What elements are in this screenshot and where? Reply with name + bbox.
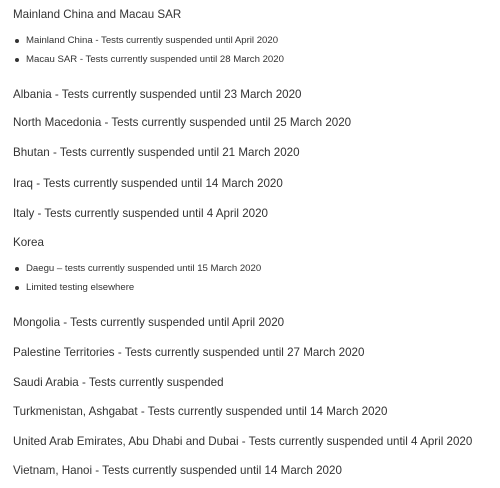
- bullet-icon: [15, 286, 19, 290]
- section-heading-vietnam: Vietnam, Hanoi - Tests currently suspended until 14 March 2020: [13, 464, 342, 477]
- section-heading-uae: United Arab Emirates, Abu Dhabi and Dubai - Tests currently suspended until 4 April 2020: [13, 435, 473, 448]
- section-heading-north-macedonia: North Macedonia - Tests currently suspended until 25 March 2020: [13, 116, 352, 129]
- list-item-label: Limited testing elsewhere: [26, 282, 135, 293]
- section-heading-turkmenistan: Turkmenistan, Ashgabat - Tests currently suspended until 14 March 2020: [13, 405, 388, 418]
- section-heading-saudi-arabia: Saudi Arabia - Tests currently suspended: [13, 376, 224, 389]
- section-heading-bhutan: Bhutan - Tests currently suspended until 21 March 2020: [13, 146, 300, 159]
- bullet-icon: [15, 39, 19, 43]
- section-heading-korea: Korea: [13, 236, 44, 249]
- section-heading-mainland-china-macau: Mainland China and Macau SAR: [13, 8, 182, 21]
- bullet-icon: [15, 58, 19, 62]
- section-heading-iraq: Iraq - Tests currently suspended until 14 March 2020: [13, 177, 283, 190]
- section-heading-palestine: Palestine Territories - Tests currently suspended until 27 March 2020: [13, 346, 365, 359]
- list-item-label: Macau SAR - Tests currently suspended until 28 March 2020: [26, 54, 284, 65]
- section-heading-italy: Italy - Tests currently suspended until 4 April 2020: [13, 207, 268, 220]
- section-heading-mongolia: Mongolia - Tests currently suspended until April 2020: [13, 316, 285, 329]
- list-item-label: Daegu – tests currently suspended until 15 March 2020: [26, 263, 262, 274]
- list-item-label: Mainland China - Tests currently suspended until April 2020: [26, 35, 279, 46]
- bullet-icon: [15, 267, 19, 271]
- section-heading-albania: Albania - Tests currently suspended until 23 March 2020: [13, 88, 302, 101]
